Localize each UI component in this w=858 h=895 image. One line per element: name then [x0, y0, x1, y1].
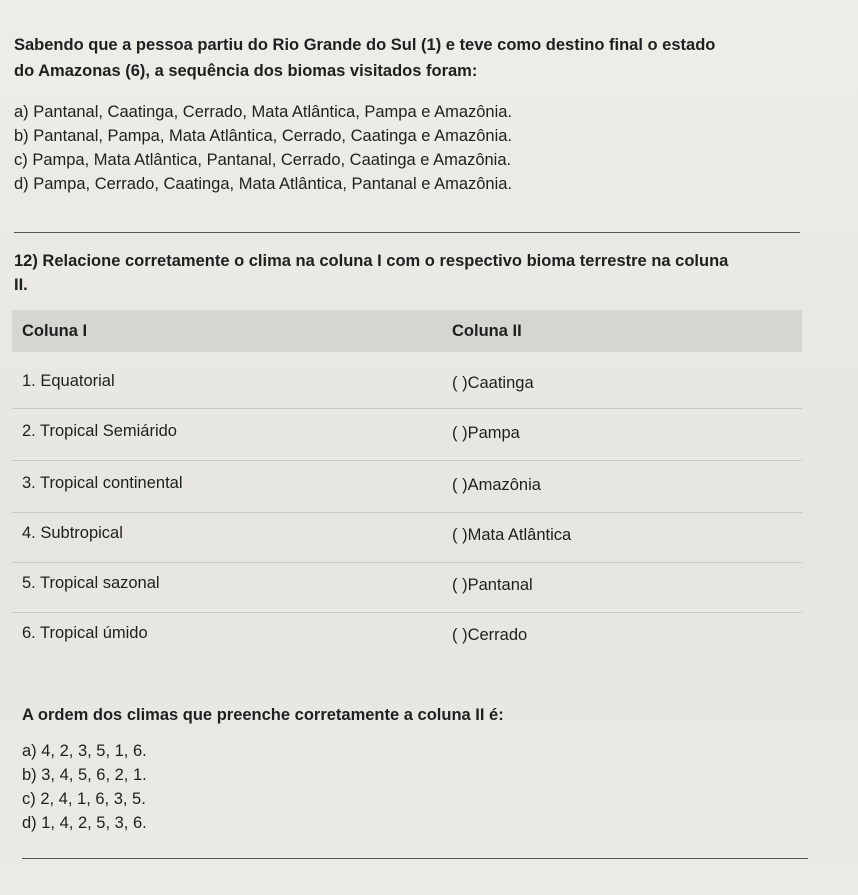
answer-prompt: A ordem dos climas que preenche corretamente a coluna II é: [22, 706, 504, 724]
previous-question-prompt-line1: Sabendo que a pessoa partiu do Rio Grande do Sul (1) e teve como destino final o estado [14, 36, 716, 54]
answer-option-d: d) 1, 4, 2, 5, 3, 6. [22, 814, 147, 832]
table-row-1-climate: 1. Equatorial [22, 372, 115, 390]
previous-option-a: a) Pantanal, Caatinga, Cerrado, Mata Atlântica, Pampa e Amazônia. [14, 103, 513, 121]
previous-question-prompt-line2: do Amazonas (6), a sequência dos biomas visitados foram: [14, 62, 478, 80]
column-1-header: Coluna I [22, 322, 88, 340]
previous-option-c: c) Pampa, Mata Atlântica, Pantanal, Cerrado, Caatinga e Amazônia. [14, 151, 512, 169]
table-row-2-biome: ( )Pampa [452, 424, 520, 442]
table-row-5-biome: ( )Pantanal [452, 576, 533, 594]
table-row-6-climate: 6. Tropical úmido [22, 624, 148, 642]
table-row-4-biome: ( )Mata Atlântica [452, 526, 572, 544]
answer-option-c: c) 2, 4, 1, 6, 3, 5. [22, 790, 146, 808]
table-row-4-climate: 4. Subtropical [22, 524, 123, 542]
question12-prompt-line2: II. [14, 276, 28, 294]
table-header-row [12, 310, 802, 352]
row-divider [12, 562, 802, 563]
answer-option-a: a) 4, 2, 3, 5, 1, 6. [22, 742, 147, 760]
column-2-header: Coluna II [452, 322, 522, 340]
previous-option-d: d) Pampa, Cerrado, Caatinga, Mata Atlântica, Pantanal e Amazônia. [14, 175, 513, 193]
table-row-3-climate: 3. Tropical continental [22, 474, 183, 492]
section-divider [14, 232, 800, 233]
table-row-3-biome: ( )Amazônia [452, 476, 541, 494]
row-divider [12, 460, 802, 461]
table-row-2-climate: 2. Tropical Semiárido [22, 422, 177, 440]
table-row-1-biome: ( )Caatinga [452, 374, 534, 392]
previous-option-b: b) Pantanal, Pampa, Mata Atlântica, Cerrado, Caatinga e Amazônia. [14, 127, 513, 145]
answer-option-b: b) 3, 4, 5, 6, 2, 1. [22, 766, 147, 784]
question12-prompt-line1: 12) Relacione corretamente o clima na coluna I com o respectivo bioma terrestre na coluna [14, 252, 729, 270]
row-divider [12, 612, 802, 613]
row-divider [12, 408, 802, 409]
row-divider [12, 512, 802, 513]
bottom-divider [22, 858, 808, 859]
table-row-6-biome: ( )Cerrado [452, 626, 528, 644]
table-row-5-climate: 5. Tropical sazonal [22, 574, 160, 592]
